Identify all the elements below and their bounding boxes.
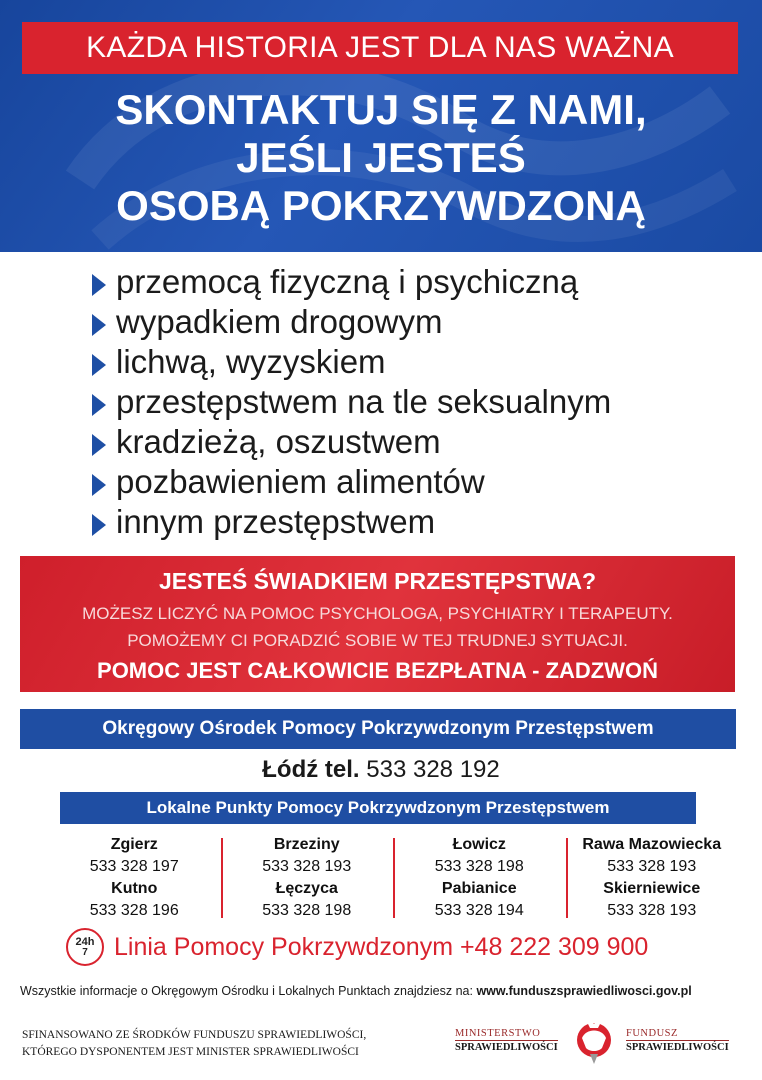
arrow-right-icon	[92, 394, 106, 416]
list-item	[92, 382, 611, 422]
ministry-logo-top: MINISTERSTWO	[455, 1028, 541, 1039]
witness-line-1: MOŻESZ LICZYĆ NA POMOC PSYCHOLOGA, PSYCHIATRY I TERAPEUTY.	[82, 604, 673, 623]
district-city: Łódź tel.	[262, 756, 360, 783]
city-phone[interactable]: 533 328 193	[262, 858, 352, 875]
city-phone[interactable]: 533 328 193	[607, 858, 697, 875]
local-points-column	[393, 834, 566, 920]
ministry-logo	[455, 1028, 558, 1053]
list-item-label: lichwą, wyzyskiem	[116, 343, 386, 380]
badge-7: 7	[82, 946, 88, 958]
funding-note	[22, 1027, 366, 1061]
district-phone[interactable]: 533 328 192	[366, 756, 500, 783]
list-item	[92, 422, 611, 462]
headline-line-1: SKONTAKTUJ SIĘ Z NAMI,	[115, 86, 647, 133]
fund-logo-bottom: SPRAWIEDLIWOŚCI	[626, 1042, 729, 1053]
district-contact	[0, 756, 762, 784]
header-section	[0, 0, 762, 252]
list-item	[92, 462, 611, 502]
list-item	[92, 342, 611, 382]
helpline	[66, 928, 648, 966]
arrow-right-icon	[92, 514, 106, 536]
list-item-label: pozbawieniem alimentów	[116, 463, 485, 500]
city-name: Skierniewice	[603, 880, 701, 897]
city-phone[interactable]: 533 328 194	[434, 902, 524, 919]
local-points-column	[566, 834, 739, 920]
info-text: Wszystkie informacje o Okręgowym Ośrodku i Lokalnych Punktach znajdziesz na:	[20, 984, 473, 998]
city-phone[interactable]: 533 328 197	[89, 858, 179, 875]
eagle-emblem-icon	[574, 1018, 614, 1068]
witness-line-2: POMOŻEMY CI PORADZIĆ SOBIE W TEJ TRUDNEJ SYTUACJI.	[127, 631, 628, 650]
list-item	[92, 502, 611, 542]
free-help-cta: POMOC JEST CAŁKOWICIE BEZPŁATNA - ZADZWOŃ	[97, 658, 658, 683]
arrow-right-icon	[92, 274, 106, 296]
headline-line-2: JEŚLI JESTEŚ	[236, 134, 526, 181]
list-item-label: wypadkiem drogowym	[116, 303, 443, 340]
district-center-title: Okręgowy Ośrodek Pomocy Pokrzywdzonym Przestępstwem	[20, 709, 736, 749]
arrow-right-icon	[92, 434, 106, 456]
witness-question: JESTEŚ ŚWIADKIEM PRZESTĘPSTWA?	[158, 568, 597, 594]
headline-line-3: OSOBĄ POKRZYWDZONĄ	[116, 182, 646, 229]
list-item	[92, 302, 611, 342]
arrow-right-icon	[92, 354, 106, 376]
page-title	[0, 86, 762, 230]
local-points-title: Lokalne Punkty Pomocy Pokrzywdzonym Przestępstwem	[60, 792, 696, 824]
witness-box	[20, 556, 735, 692]
website-link[interactable]: www.funduszsprawiedliwosci.gov.pl	[476, 984, 692, 998]
fund-logo-top: FUNDUSZ	[626, 1028, 678, 1039]
city-name: Łowicz	[452, 836, 506, 853]
city-name: Zgierz	[110, 836, 158, 853]
crime-list	[92, 262, 611, 542]
local-points-column	[48, 834, 221, 920]
list-item-label: kradzieżą, oszustwem	[116, 423, 441, 460]
city-name: Łęczyca	[275, 880, 338, 897]
funding-line-2: KTÓREGO DYSPONENTEM JEST MINISTER SPRAWIEDLIWOŚCI	[22, 1046, 359, 1058]
badge-24h: 24h	[75, 935, 95, 948]
city-phone[interactable]: 533 328 198	[434, 858, 524, 875]
list-item-label: przestępstwem na tle seksualnym	[116, 383, 612, 420]
city-phone[interactable]: 533 328 196	[89, 902, 179, 919]
ministry-logo-bottom: SPRAWIEDLIWOŚCI	[455, 1042, 558, 1053]
clock-24-7-icon	[66, 928, 104, 966]
header-banner: KAŻDA HISTORIA JEST DLA NAS WAŻNA	[22, 22, 738, 74]
info-line	[20, 984, 692, 998]
funding-line-1: SFINANSOWANO ZE ŚRODKÓW FUNDUSZU SPRAWIEDLIWOŚCI,	[22, 1029, 367, 1041]
city-name: Rawa Mazowiecka	[582, 836, 722, 853]
fund-logo	[626, 1028, 729, 1053]
arrow-right-icon	[92, 314, 106, 336]
list-item-label: przemocą fizyczną i psychiczną	[116, 263, 579, 300]
city-name: Kutno	[111, 880, 158, 897]
helpline-text[interactable]: Linia Pomocy Pokrzywdzonym +48 222 309 900	[114, 932, 649, 961]
list-item	[92, 262, 611, 302]
local-points-grid	[48, 834, 738, 920]
city-name: Pabianice	[441, 880, 517, 897]
city-phone[interactable]: 533 328 193	[607, 902, 697, 919]
arrow-right-icon	[92, 474, 106, 496]
city-name: Brzeziny	[273, 836, 340, 853]
local-points-column	[221, 834, 394, 920]
city-phone[interactable]: 533 328 198	[262, 902, 352, 919]
list-item-label: innym przestępstwem	[116, 503, 436, 540]
